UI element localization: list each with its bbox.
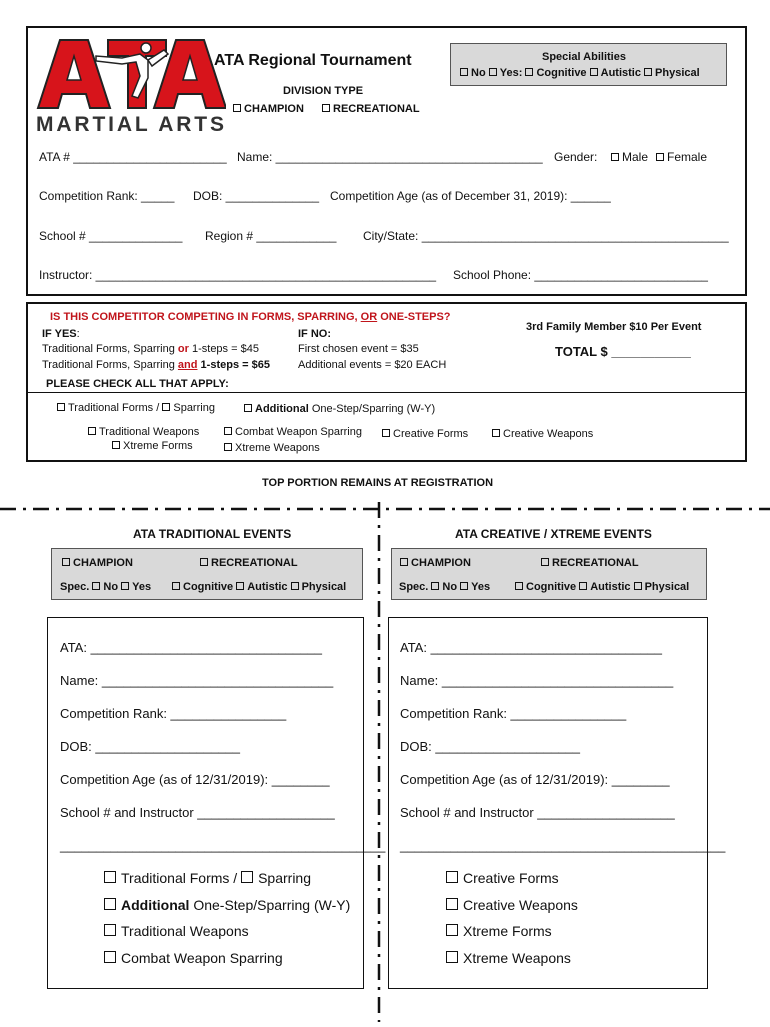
sa-no[interactable]: No xyxy=(460,67,486,79)
opt-trad-weapons[interactable]: Traditional Weapons xyxy=(88,425,199,439)
checkbox-icon[interactable] xyxy=(382,429,390,437)
opt-xtreme-weapons[interactable]: Xtreme Weapons xyxy=(224,441,320,455)
checkbox-icon[interactable] xyxy=(241,871,253,883)
checkbox-icon[interactable] xyxy=(62,558,70,566)
checkbox-icon[interactable] xyxy=(172,582,180,590)
right-blank-line[interactable]: _____________________________________________ xyxy=(400,838,726,853)
opt-combat-weapon[interactable]: Combat Weapon Sparring xyxy=(224,425,362,439)
sa-physical[interactable]: Physical xyxy=(644,67,700,79)
city-state-field[interactable]: City/State: ______________________________________________ xyxy=(363,229,729,243)
checkbox-icon[interactable] xyxy=(233,104,241,112)
checkbox-icon[interactable] xyxy=(224,427,232,435)
registration-note: TOP PORTION REMAINS AT REGISTRATION xyxy=(262,477,494,489)
right-school-field[interactable]: School # and Instructor ___________________ xyxy=(400,805,675,820)
checkbox-icon[interactable] xyxy=(541,558,549,566)
opt-trad-forms-sparring[interactable]: Traditional Forms / Sparring xyxy=(57,401,215,415)
logo-subtext: MARTIAL ARTS xyxy=(36,113,224,136)
special-abilities-title: Special Abilities xyxy=(542,51,626,63)
checkbox-icon[interactable] xyxy=(88,427,96,435)
sa-cognitive[interactable]: Cognitive xyxy=(525,67,586,79)
if-no-line2: Additional events = $20 EACH xyxy=(298,359,447,371)
checkbox-icon[interactable] xyxy=(400,558,408,566)
check-all-label: PLEASE CHECK ALL THAT APPLY: xyxy=(46,378,229,390)
vertical-cut-line xyxy=(376,502,382,1022)
if-no-label: IF NO: xyxy=(298,328,331,340)
right-ev-xtreme-weapons[interactable]: Xtreme Weapons xyxy=(446,950,571,966)
left-ev-trad-weapons[interactable]: Traditional Weapons xyxy=(104,923,249,939)
gender-female[interactable]: Female xyxy=(656,150,707,164)
sa-yes[interactable]: Yes: xyxy=(489,67,523,79)
checkbox-icon[interactable] xyxy=(92,582,100,590)
checkbox-icon[interactable] xyxy=(104,924,116,936)
left-rank-field[interactable]: Competition Rank: ________________ xyxy=(60,706,287,721)
if-yes-line2: Traditional Forms, Sparring and 1-steps = $65 xyxy=(42,359,270,371)
checkbox-icon[interactable] xyxy=(244,404,252,412)
checkbox-icon[interactable] xyxy=(322,104,330,112)
checkbox-icon[interactable] xyxy=(590,68,598,76)
right-spec-types: Cognitive Autistic Physical xyxy=(515,580,689,594)
checkbox-icon[interactable] xyxy=(611,153,619,161)
left-champion[interactable]: CHAMPION xyxy=(62,556,133,570)
form-title: ATA Regional Tournament xyxy=(214,52,412,69)
checkbox-icon[interactable] xyxy=(224,443,232,451)
checkbox-icon[interactable] xyxy=(121,582,129,590)
checkbox-icon[interactable] xyxy=(446,951,458,963)
checkbox-icon[interactable] xyxy=(236,582,244,590)
checkbox-icon[interactable] xyxy=(446,898,458,910)
total-field[interactable]: TOTAL $ ___________ xyxy=(555,344,691,359)
left-spec-types: Cognitive Autistic Physical xyxy=(172,580,346,594)
right-card-heading: ATA CREATIVE / XTREME EVENTS xyxy=(455,527,652,541)
checkbox-icon[interactable] xyxy=(515,582,523,590)
checkbox-icon[interactable] xyxy=(644,68,652,76)
right-champion[interactable]: CHAMPION xyxy=(400,556,471,570)
checkbox-icon[interactable] xyxy=(489,68,497,76)
opt-additional[interactable]: Additional One-Step/Sparring (W-Y) xyxy=(244,402,435,416)
left-name-field[interactable]: Name: ________________________________ xyxy=(60,673,334,688)
left-recreational[interactable]: RECREATIONAL xyxy=(200,556,298,570)
horizontal-cut-line xyxy=(0,499,770,517)
school-number-field[interactable]: School # ______________ xyxy=(39,229,183,243)
gender-label: Gender: xyxy=(554,150,598,164)
dob-field[interactable]: DOB: ______________ xyxy=(193,189,320,203)
checkbox-icon[interactable] xyxy=(57,403,65,411)
left-spec: Spec. No Yes xyxy=(60,581,152,593)
right-name-field[interactable]: Name: ________________________________ xyxy=(400,673,674,688)
division-recreational[interactable]: RECREATIONAL xyxy=(322,102,420,116)
division-champion[interactable]: CHAMPION xyxy=(233,102,304,116)
checkbox-icon[interactable] xyxy=(291,582,299,590)
region-field[interactable]: Region # ____________ xyxy=(205,229,337,243)
checkbox-icon[interactable] xyxy=(460,68,468,76)
checkbox-icon[interactable] xyxy=(104,898,116,910)
if-no-line1: First chosen event = $35 xyxy=(298,343,419,355)
checkbox-icon[interactable] xyxy=(446,871,458,883)
right-spec: Spec. No Yes xyxy=(399,581,491,593)
left-ev-additional[interactable]: Additional One-Step/Sparring (W-Y) xyxy=(104,897,350,913)
right-ev-creative-forms[interactable]: Creative Forms xyxy=(446,870,559,886)
left-blank-line[interactable]: _____________________________________________ xyxy=(60,838,386,853)
checkbox-icon[interactable] xyxy=(104,951,116,963)
checkbox-icon[interactable] xyxy=(492,429,500,437)
ata-number-field[interactable]: ATA # _______________________ xyxy=(39,150,227,164)
competing-question: IS THIS COMPETITOR COMPETING IN FORMS, SPARRING, OR ONE-STEPS? xyxy=(50,311,451,323)
checkbox-icon[interactable] xyxy=(656,153,664,161)
right-age-field[interactable]: Competition Age (as of 12/31/2019): ________ xyxy=(400,772,670,787)
checkbox-icon[interactable] xyxy=(431,582,439,590)
left-age-field[interactable]: Competition Age (as of 12/31/2019): ________ xyxy=(60,772,330,787)
name-field[interactable]: Name: ________________________________________ xyxy=(237,150,543,164)
competition-age-field[interactable]: Competition Age (as of December 31, 2019): ______ xyxy=(330,189,611,203)
left-school-field[interactable]: School # and Instructor ___________________ xyxy=(60,805,335,820)
left-card-heading: ATA TRADITIONAL EVENTS xyxy=(133,527,292,541)
sa-autistic[interactable]: Autistic xyxy=(590,67,641,79)
gender-male[interactable]: Male xyxy=(611,150,648,164)
division-type-label: DIVISION TYPE xyxy=(283,85,364,97)
opt-creative-forms[interactable]: Creative Forms xyxy=(382,427,468,441)
opt-creative-weapons[interactable]: Creative Weapons xyxy=(492,427,593,441)
right-rank-field[interactable]: Competition Rank: ________________ xyxy=(400,706,627,721)
checkbox-icon[interactable] xyxy=(634,582,642,590)
family-member-note: 3rd Family Member $10 Per Event xyxy=(526,321,702,333)
checkbox-icon[interactable] xyxy=(162,403,170,411)
left-ata-field[interactable]: ATA: ________________________________ xyxy=(60,640,322,655)
right-dob-field[interactable]: DOB: ____________________ xyxy=(400,739,580,754)
right-ata-field[interactable]: ATA: ________________________________ xyxy=(400,640,662,655)
opt-xtreme-forms[interactable]: Xtreme Forms xyxy=(112,439,193,453)
checkbox-icon[interactable] xyxy=(112,441,120,449)
checkbox-icon[interactable] xyxy=(446,924,458,936)
events-divider xyxy=(27,392,746,393)
checkbox-icon[interactable] xyxy=(200,558,208,566)
right-ev-creative-weapons[interactable]: Creative Weapons xyxy=(446,897,578,913)
school-phone-field[interactable]: School Phone: __________________________ xyxy=(453,268,708,282)
if-yes-line1: Traditional Forms, Sparring or 1-steps = $45 xyxy=(42,343,259,355)
left-ev-combat-weapon[interactable]: Combat Weapon Sparring xyxy=(104,950,283,966)
left-dob-field[interactable]: DOB: ____________________ xyxy=(60,739,240,754)
special-abilities-options xyxy=(460,66,700,80)
checkbox-icon[interactable] xyxy=(579,582,587,590)
right-recreational[interactable]: RECREATIONAL xyxy=(541,556,639,570)
checkbox-icon[interactable] xyxy=(460,582,468,590)
ata-logo-graphic xyxy=(36,36,226,136)
competition-rank-field[interactable]: Competition Rank: _____ xyxy=(39,189,175,203)
left-ev-forms-sparring[interactable]: Traditional Forms / Sparring xyxy=(104,870,311,886)
checkbox-icon[interactable] xyxy=(525,68,533,76)
if-yes-label: IF YES: xyxy=(42,328,80,340)
checkbox-icon[interactable] xyxy=(104,871,116,883)
right-ev-xtreme-forms[interactable]: Xtreme Forms xyxy=(446,923,552,939)
instructor-field[interactable]: Instructor: ___________________________________________________ xyxy=(39,268,437,282)
ata-logo xyxy=(36,36,226,136)
